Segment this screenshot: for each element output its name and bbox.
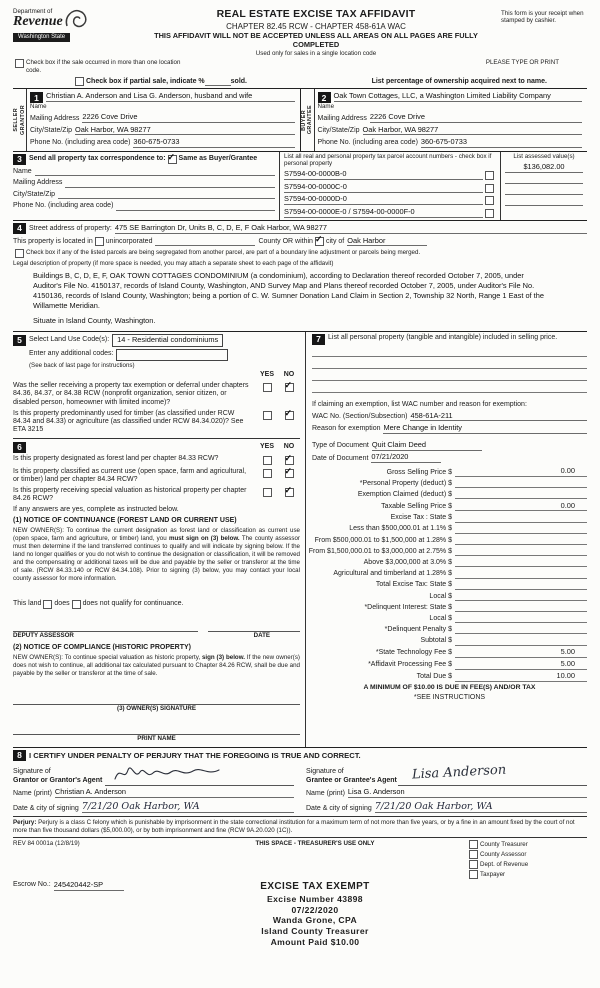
same-as-buyer-label: Same as Buyer/Grantee [178, 155, 258, 163]
grantee-signature-of-label: Signature of [306, 768, 344, 776]
money-row-subtotal: Subtotal $ [312, 637, 587, 646]
tier3-field[interactable] [455, 547, 587, 556]
tier2-field[interactable] [455, 536, 587, 545]
excise-local-field[interactable] [455, 592, 587, 601]
money-row-tier2: From $500,000.01 to $1,500,000 at 1.28% $ [312, 536, 587, 545]
money-row-delinquent-penalty: *Delinquent Penalty $ [312, 625, 587, 634]
q6-2-yes-checkbox[interactable] [263, 469, 272, 478]
doc-date-label: Date of Document [312, 454, 369, 462]
treasurer-space-label: THIS SPACE - TREASURER'S USE ONLY [255, 840, 375, 848]
dor-logo [13, 8, 131, 42]
receipt-note: This form is your receipt when stamped by cashier. [501, 10, 584, 25]
personal-property-line-3[interactable] [312, 369, 587, 381]
total-due-field[interactable]: 10.00 [455, 672, 587, 682]
money-row-processing-fee: *Affidavit Processing Fee $ 5.00 [312, 660, 587, 670]
buyer-side-label: BUYER GRANTEE [301, 89, 315, 151]
section-6-badge: 6 [13, 442, 26, 453]
notice-continuance-text: NEW OWNER(S): To continue the current designation as forest land or classification as current use (open space, farm and agriculture, or timber) land, you must sign on (3) below. The county assessor must then determine if the land transferred continues to qualify and will indicate by signing below. If the land no longer qualifies or you do not wish to continue the designation or classification, it will be removed and the compensating or additional taxes will be due and payable by the seller or transferor at the time of sale. (RCW 84.33.140 or RCW 84.34.108). Prior to signing (3) below, you may contact your local county assessor for more information. [13, 527, 300, 583]
buyer-mailing-label: Mailing Address [317, 114, 367, 122]
q5-2-no-checkbox[interactable] [285, 411, 294, 420]
question-6-1: Is this property designated as forest land per chapter 84.33 RCW? ✓ [13, 455, 300, 465]
grantor-agent-label: Grantor or Grantor's Agent [13, 777, 103, 785]
affidavit-processing-fee-field[interactable]: 5.00 [455, 660, 587, 670]
partial-sale-checkbox[interactable] [75, 77, 84, 86]
unincorporated-checkbox[interactable] [95, 237, 104, 246]
situate-text: Situate in Island County, Washington. [33, 315, 156, 325]
middle-columns [13, 332, 587, 748]
street-address-field[interactable]: 475 SE Barrington Dr, Units B, C, D, E, F Oak Harbor, WA 98277 [115, 224, 587, 234]
money-row-tier1: Less than $500,000.01 at 1.1% $ [312, 525, 587, 534]
excise-money-table [308, 466, 587, 682]
no-header-6: NO [283, 443, 295, 451]
stamp-date: 07/22/2020 [291, 904, 339, 915]
q5-1-yes-checkbox[interactable] [263, 383, 272, 392]
seller-city-label: City/State/Zip [30, 127, 73, 135]
form-title: REAL ESTATE EXCISE TAX AFFIDAVIT [216, 8, 416, 20]
yes-header-6: YES [259, 443, 274, 451]
grantor-signature-field[interactable] [105, 763, 294, 786]
county-or-label: County OR within [258, 238, 313, 246]
seller-phone-label: Phone No. (including area code) [30, 139, 131, 147]
doc-date-field[interactable]: 07/21/2020 [371, 453, 441, 463]
distribution-checkboxes: County Treasurer County Assessor Dept. of Revenue Taxpayer [467, 840, 587, 880]
corr-mailing-label: Mailing Address [13, 179, 63, 187]
city-of-label: city of [325, 238, 345, 246]
grantee-name-field[interactable]: Lisa G. Anderson [348, 788, 587, 798]
buyer-phone-label: Phone No. (including area code) [317, 139, 418, 147]
personal-property-line-2[interactable] [312, 357, 587, 369]
personal-property-line-4[interactable] [312, 381, 587, 393]
multi-location-checkbox[interactable] [15, 59, 24, 68]
personal-property-deduct-field[interactable] [455, 479, 587, 488]
assessed-value-field[interactable]: $136,082.00 [505, 163, 583, 173]
money-row-personal: *Personal Property (deduct) $ [312, 479, 587, 488]
taxable-selling-price-field[interactable]: 0.00 [455, 502, 587, 512]
form-header [13, 8, 587, 57]
money-row-gross: Gross Selling Price $ 0.00 [312, 467, 587, 477]
corr-city-field[interactable] [58, 190, 275, 199]
grantor-signature-icon [111, 763, 231, 785]
grantee-agent-label: Grantee or Grantee's Agent [306, 777, 397, 785]
legal-description-label: Legal description of property (if more space is needed, you may attach a separate sheet to each page of the affidavit) [13, 260, 334, 268]
date-label: DATE [253, 631, 270, 639]
see-back-note: (See back of last page for instructions) [29, 361, 135, 369]
money-row-agricultural: Agricultural and timberland at 1.28% $ [312, 570, 587, 579]
money-row-tier3: From $1,500,000.01 to $3,000,000 at 2.75% $ [312, 547, 587, 556]
stamp-excise-number: Excise Number 43898 [267, 893, 363, 904]
seller-mailing-field[interactable]: 2226 Cove Drive [82, 113, 294, 123]
see-instructions-note: *SEE INSTRUCTIONS [413, 694, 486, 702]
legal-description-text: Buildings B, C, D, E, F, OAK TOWN COTTAGES CONDOMINIUM (a condominium), according to Declaration thereof recorded October 7, 2005, under Auditor's File No. 4150137, records of Island County, Washington, AND Survey Map and Plans thereof recorded October 7, 2005, under Auditor's File No. 4150136, records of Island County, Washington; being a portion of C. W. Sumner Donation Land Claim in Section 2, Township 32 North, Range 1 East of the Willamette Meridian. [33, 270, 544, 310]
dept-of-label: Department of [13, 8, 53, 15]
owners-signature-label: (3) OWNER(S) SIGNATURE [117, 705, 196, 713]
partial-percent-field[interactable] [205, 77, 231, 86]
owners-signature-line[interactable] [13, 692, 300, 705]
wac-number-field[interactable]: 458-61A-211 [410, 412, 587, 422]
parcel-2-personal-checkbox[interactable] [485, 184, 494, 193]
question-6-2: Is this property classified as current use (open space, farm and agricultural, or timber) land per chapter 84.34 RCW? ✓ [13, 468, 300, 485]
print-name-line[interactable] [13, 722, 300, 735]
escrow-label: Escrow No.: [13, 881, 51, 889]
personal-property-label: List all personal property (tangible and intangible) included in selling price. [328, 333, 558, 341]
section-4-property [13, 221, 587, 332]
yes-no-header-5: YES NO [259, 371, 295, 378]
stamp-treasurer-title: Island County Treasurer [261, 926, 369, 936]
footer-top [13, 840, 587, 880]
land-use-code-field[interactable]: 14 - Residential condominiums [112, 334, 223, 347]
tier4-field[interactable] [455, 558, 587, 567]
partial-sold-label: sold. [230, 77, 247, 85]
gross-selling-price-field[interactable]: 0.00 [455, 467, 587, 477]
assessed-value-blank-3[interactable] [505, 195, 583, 206]
money-row-total-excise-state: Total Excise Tax: State $ [312, 581, 587, 590]
q6-3-no-checkbox[interactable] [285, 488, 294, 497]
parcel-number-2[interactable]: S7594-00-0000C-0 [284, 183, 483, 193]
grantee-name-print-label: Name (print) [306, 789, 345, 797]
washington-state-bar: Washington State [13, 33, 70, 42]
grantor-date-city-label: Date & city of signing [13, 804, 79, 812]
question-5-2: Is this property predominantly used for timber (as classified under RCW 84.34 and 84.33) or agriculture (as classified under RCW 84.34.020)? See ETA 3215 ✓ [13, 410, 300, 435]
buyer-phone-field[interactable]: 360-675-0733 [421, 138, 582, 148]
buyer-name-label: Name [317, 103, 335, 111]
city-checkbox[interactable] [315, 237, 324, 246]
money-row-tier4: Above $3,000,000 at 3.0% $ [312, 558, 587, 567]
if-yes-note: If any answers are yes, complete as instructed below. [13, 505, 179, 513]
parcel-number-3[interactable]: S7594-00-0000D-0 [284, 195, 483, 205]
delinquent-interest-state-field[interactable] [455, 603, 587, 612]
revenue-swirl-icon [63, 8, 89, 32]
treasurer-stamp [163, 881, 467, 947]
footer-bottom [13, 881, 587, 947]
send-correspondence-label: Send all property tax correspondence to: [29, 155, 166, 163]
total-excise-state-field[interactable] [455, 581, 587, 590]
delinquent-interest-local-field[interactable] [455, 614, 587, 623]
parties-section [13, 88, 587, 152]
excise-tax-state-field[interactable] [455, 514, 587, 523]
county-field[interactable] [155, 237, 255, 246]
subtotal-field[interactable] [455, 637, 587, 646]
grantee-date-city-field[interactable]: 7/21/20 Oak Harbor, WA [375, 801, 587, 813]
q6-1-yes-checkbox[interactable] [263, 456, 272, 465]
reason-exemption-field[interactable]: Mere Change in Identity [383, 424, 587, 434]
grantee-signature-field[interactable] [398, 763, 587, 786]
taxpayer-checkbox[interactable] [469, 870, 478, 879]
notice-compliance-title: (2) NOTICE OF COMPLIANCE (HISTORIC PROPERTY) [13, 643, 191, 651]
notice-compliance-text: NEW OWNER(S): To continue special valuation as historic property, sign (3) below. If the new owner(s) does not wish to continue, all additional tax calculated pursuant to Chapter 84.26 RCW, shall be due and payable by the seller or transferor at the time of sale. [13, 653, 300, 677]
deputy-assessor-signature-line[interactable] [13, 619, 198, 632]
print-name-label: PRINT NAME [137, 735, 176, 743]
same-as-buyer-checkbox[interactable] [168, 155, 177, 164]
assessor-date-line[interactable] [208, 619, 300, 632]
corr-name-field[interactable] [35, 167, 275, 176]
minimum-due-note: A MINIMUM OF $10.00 IS DUE IN FEE(S) AND/OR TAX [363, 684, 536, 692]
revenue-wordmark: Revenue [13, 14, 63, 30]
money-row-tech-fee: *State Technology Fee $ 5.00 [312, 648, 587, 658]
additional-codes-label: Enter any additional codes: [29, 350, 114, 358]
parcel-3-personal-checkbox[interactable] [485, 196, 494, 205]
stamp-amount-paid: Amount Paid $10.00 [270, 936, 360, 947]
stamp-exempt-line: EXCISE TAX EXEMPT [260, 881, 370, 893]
certify-statement: I CERTIFY UNDER PENALTY OF PERJURY THAT THE FOREGOING IS TRUE AND CORRECT. [29, 750, 361, 760]
street-address-label: Street address of property: [29, 225, 112, 233]
q6-2-no-checkbox[interactable] [285, 469, 294, 478]
section-2-badge: 2 [318, 92, 331, 103]
doc-type-label: Type of Document [312, 442, 369, 450]
section-7-column [306, 332, 587, 747]
grantor-date-city-field[interactable]: 7/21/20 Oak Harbor, WA [82, 801, 294, 813]
money-row-delinquent-interest-local: Local $ [312, 614, 587, 623]
q5-2-yes-checkbox[interactable] [263, 411, 272, 420]
seller-city-field[interactable]: Oak Harbor, WA 98277 [75, 126, 294, 136]
assessed-value-blank-1[interactable] [505, 173, 583, 184]
stamp-treasurer-name: Wanda Grone, CPA [272, 915, 358, 926]
does-qualify-checkbox[interactable] [43, 600, 52, 609]
parcel-1-personal-checkbox[interactable] [485, 171, 494, 180]
section-7-badge: 7 [312, 334, 325, 345]
grantor-name-print-label: Name (print) [13, 789, 52, 797]
buyer-city-label: City/State/Zip [317, 127, 360, 135]
money-row-excise-state: Excise Tax : State $ [312, 514, 587, 523]
exemption-claimed-field[interactable] [455, 490, 587, 499]
perjury-statement: Perjury: Perjury is a class C felony which is punishable by imprisonment in the state correctional institution for a maximum term of not more than five years, or by a fine in an amount fixed by the court of not more than five thousand dollars ($5,000.00), or by both imprisonment and fine (RCW 9A.20.020 (1C)). [13, 816, 587, 838]
corr-mailing-field[interactable] [65, 179, 275, 188]
money-row-taxable: Taxable Selling Price $ 0.00 [312, 502, 587, 512]
unincorporated-label: unincorporated [105, 238, 153, 246]
question-5-1: Was the seller receiving a property tax exemption or deferral under chapters 84.36, 84.37, or 84.38 RCW (nonprofit organization, senior citizen, or disabled person, homeowner with limited income)? ✓ [13, 382, 300, 407]
state-technology-fee-field[interactable]: 5.00 [455, 648, 587, 658]
partial-sale-label: Check box if partial sale, indicate % [86, 77, 205, 85]
tier1-field[interactable] [455, 525, 587, 534]
grantor-name-field[interactable]: Christian A. Anderson [55, 788, 294, 798]
assessed-value-blank-2[interactable] [505, 184, 583, 195]
section-8-badge: 8 [13, 750, 26, 761]
grantor-signature-block [13, 763, 302, 813]
section-3-correspondence [13, 152, 587, 221]
buyer-name-field[interactable]: Oak Town Cottages, LLC, a Washington Limited Liability Company [334, 92, 583, 102]
exemption-label: If claiming an exemption, list WAC number and reason for exemption: [312, 400, 527, 408]
county-assessor-checkbox[interactable] [469, 850, 478, 859]
money-row-local: Local $ [312, 592, 587, 601]
buyer-box [300, 89, 588, 151]
sections-5-6-column [13, 332, 306, 747]
assessed-value-header: List assessed value(s) [513, 152, 575, 160]
section-8-certification [13, 748, 587, 816]
land-use-label: Select Land Use Code(s): [29, 335, 110, 343]
delinquent-penalty-field[interactable] [455, 625, 587, 634]
seller-side-label: SELLER GRANTOR [13, 89, 27, 151]
seller-phone-field[interactable]: 360-675-0733 [133, 138, 294, 148]
single-location-note: Used only for sales in a single location code [255, 49, 377, 57]
doc-type-field[interactable]: Quit Claim Deed [372, 441, 482, 451]
rev-form-code: REV 84 0001a (12/8/19) [13, 840, 80, 848]
section-4-badge: 4 [13, 223, 26, 234]
segregated-checkbox[interactable] [15, 249, 24, 258]
form-subtitle: CHAPTER 82.45 RCW - CHAPTER 458-61A WAC [226, 21, 406, 31]
notice-continuance-title: (1) NOTICE OF CONTINUANCE (FOREST LAND OR CURRENT USE) [13, 517, 237, 525]
wac-label: WAC No. (Section/Subsection) [312, 413, 408, 421]
q6-3-yes-checkbox[interactable] [263, 488, 272, 497]
dept-of-revenue-checkbox[interactable] [469, 860, 478, 869]
parcel-4-personal-checkbox[interactable] [485, 209, 494, 218]
seller-box [13, 89, 300, 151]
grantee-signature-text: Lisa Anderson [411, 762, 507, 783]
personal-property-line-1[interactable] [312, 345, 587, 357]
form-warning: THIS AFFIDAVIT WILL NOT BE ACCEPTED UNLESS ALL AREAS ON ALL PAGES ARE FULLY COMPLETED [154, 31, 478, 50]
parcel-number-4[interactable]: S7594-00-0000E-0 / S7594-00-0000F-0 [284, 208, 483, 218]
county-treasurer-checkbox[interactable] [469, 840, 478, 849]
q5-1-no-checkbox[interactable] [285, 383, 294, 392]
money-row-delinquent-interest-state: *Delinquent Interest: State $ [312, 603, 587, 612]
escrow-row [13, 881, 163, 891]
buyer-city-field[interactable]: Oak Harbor, WA 98277 [363, 126, 582, 136]
q6-1-no-checkbox[interactable] [285, 456, 294, 465]
money-row-total-due: Total Due $ 10.00 [312, 672, 587, 682]
question-6-3: Is this property receiving special valuation as historical property per chapter 84.26 RCW? ✓ [13, 487, 300, 504]
city-field[interactable]: Oak Harbor [347, 237, 427, 247]
qualify-row: This land does does not qualify for continuance. [13, 600, 184, 608]
agricultural-field[interactable] [455, 570, 587, 579]
money-row-exemption: Exemption Claimed (deduct) $ [312, 490, 587, 499]
section-6-divider [13, 438, 300, 439]
seller-name-field[interactable]: Christian A. Anderson and Lisa G. Anderson, husband and wife [46, 92, 295, 102]
section-5-badge: 5 [13, 335, 26, 346]
section-3-badge: 3 [13, 154, 26, 165]
corr-phone-field[interactable] [116, 202, 275, 211]
section-1-badge: 1 [30, 92, 43, 103]
please-type-label: PLEASE TYPE OR PRINT [485, 59, 559, 67]
partial-sale-row [13, 77, 587, 86]
seller-name-label: Name [30, 103, 47, 111]
grantee-signature-block [302, 763, 587, 813]
ownership-percentage-label: List percentage of ownership acquired next to name. [371, 77, 547, 85]
parcel-number-1[interactable]: S7594-00-0000B-0 [284, 170, 483, 180]
corr-city-label: City/State/Zip [13, 190, 56, 198]
corr-phone-label: Phone No. (including area code) [13, 202, 114, 210]
grantee-date-city-label: Date & city of signing [306, 804, 372, 812]
corr-name-label: Name [13, 167, 32, 175]
reason-exemption-label: Reason for exemption [312, 425, 381, 433]
seller-mailing-label: Mailing Address [30, 114, 80, 122]
pre-row [13, 59, 587, 74]
does-not-qualify-checkbox[interactable] [72, 600, 81, 609]
parcel-header: List all real and personal property tax parcel account numbers - check box if personal property [284, 152, 492, 168]
grantor-signature-of-label: Signature of [13, 768, 51, 776]
buyer-mailing-field[interactable]: 2226 Cove Drive [370, 113, 582, 123]
located-in-label: This property is located in [13, 238, 93, 246]
segregated-label: Check box if any of the listed parcels are being segregated from another parcel, are part of a boundary line adjustment or parcels being merged. [26, 249, 421, 257]
escrow-number-field[interactable]: 245420442-SP [54, 881, 124, 891]
deputy-assessor-label: DEPUTY ASSESSOR [13, 631, 74, 639]
multi-location-label: Check box if the sale occurred in more than one location code. [26, 59, 181, 74]
additional-codes-field[interactable] [116, 349, 228, 361]
